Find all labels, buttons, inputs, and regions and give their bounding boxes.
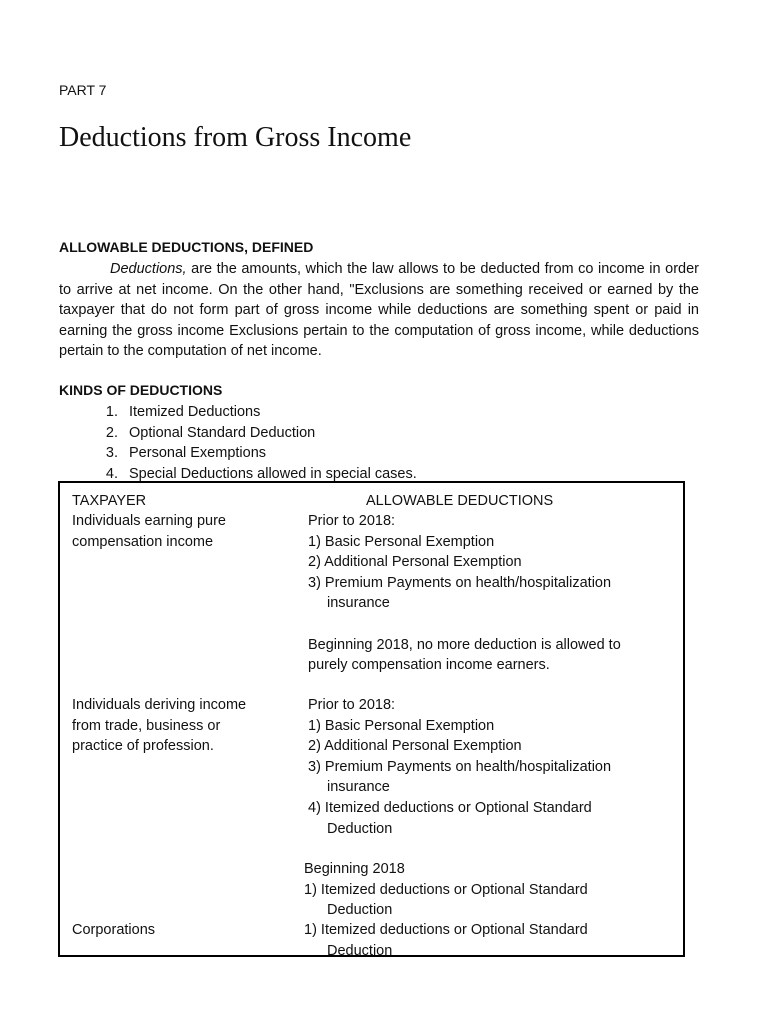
page-title: Deductions from Gross Income bbox=[59, 122, 412, 153]
deductions-table-box bbox=[58, 481, 685, 957]
deductions-term: Deductions, bbox=[110, 261, 187, 277]
header-taxpayer: TAXPAYER bbox=[72, 493, 147, 509]
deductions-individuals-compensation: Prior to 2018: 1) Basic Personal Exemption 2) Additional Personal Exemption 3) Premium Payments on health/hospitalization insurance Beginning 2018, no more deduction is allowed to purely compensation income earners. bbox=[308, 513, 621, 674]
section-heading-allowable-deductions: ALLOWABLE DEDUCTIONS, DEFINED bbox=[59, 239, 314, 255]
deductions-individuals-business: Prior to 2018: 1) Basic Personal Exemption 2) Additional Personal Exemption 3) Premium Payments on health/hospitalization insurance 4) Itemized deductions or Optional Standard Deduction bbox=[308, 697, 612, 837]
definition-paragraph bbox=[59, 259, 699, 362]
taxpayer-individuals-compensation: Individuals earning pure compensation income bbox=[72, 513, 226, 550]
section-heading-kinds: KINDS OF DEDUCTIONS bbox=[59, 382, 223, 398]
list-item: 2. Optional Standard Deduction bbox=[105, 424, 316, 441]
list-item: 3. Personal Exemptions bbox=[105, 445, 267, 462]
part-label: PART 7 bbox=[59, 82, 107, 98]
deductions-corporations: 1) Itemized deductions or Optional Standard Deduction bbox=[304, 922, 588, 957]
deductions-individuals-business-2018: Beginning 2018 1) Itemized deductions or Optional Standard Deduction bbox=[304, 861, 588, 919]
definition-body: are the amounts, which the law allows to be deducted from co income in order to arrive at net income. On the other hand, "Exclusions are something received or earned by the taxpayer that do not form part of gross income while deductions are something spent or paid in earning the gross income Exclusions pertain to the computation of gross income, while deductions pertain to the computation of net income. bbox=[59, 261, 699, 360]
taxpayer-individuals-business: Individuals deriving income from trade, business or practice of profession. bbox=[72, 697, 247, 755]
taxpayer-corporations: Corporations bbox=[72, 922, 156, 938]
kinds-list bbox=[59, 402, 417, 484]
header-allowable-deductions: ALLOWABLE DEDUCTIONS bbox=[366, 493, 554, 509]
list-item: 1. Itemized Deductions bbox=[105, 404, 261, 420]
list-item: 4. Special Deductions allowed in special cases. bbox=[105, 465, 417, 482]
